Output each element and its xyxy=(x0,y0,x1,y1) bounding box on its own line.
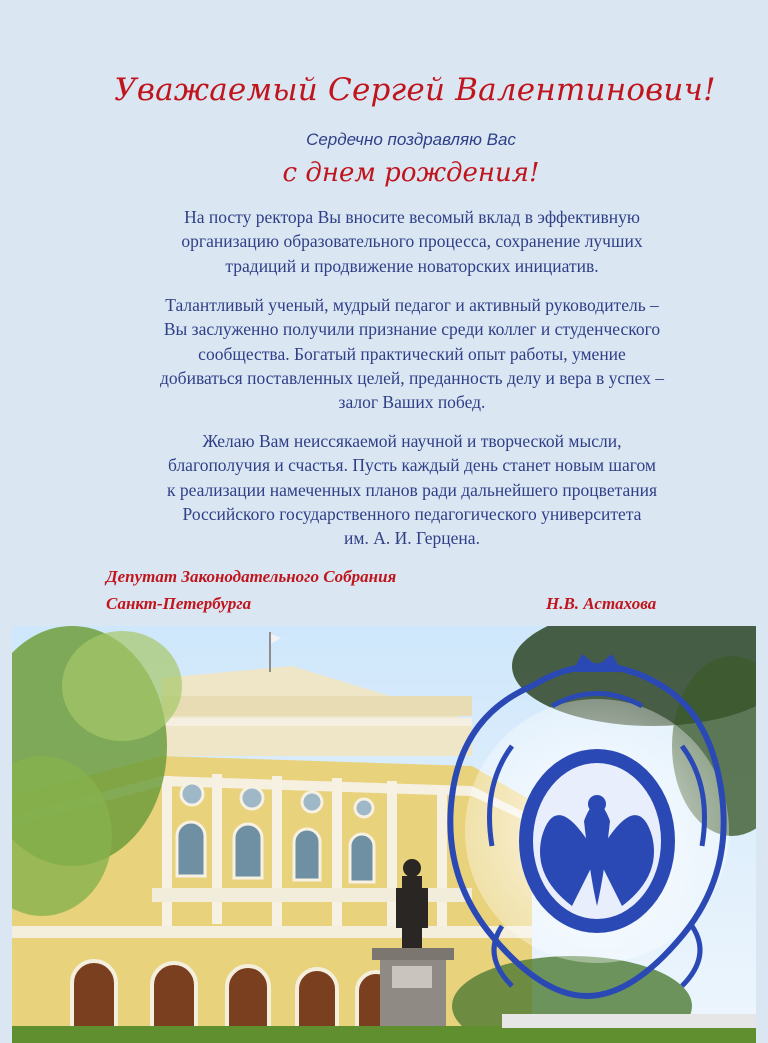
greeting-title: Уважаемый Сергей Валентинович! xyxy=(114,72,716,108)
paragraph-line: Вы заслуженно получили признание среди коллег и студенческого xyxy=(163,319,661,340)
paragraph-line: им. А. И. Герцена. xyxy=(344,528,480,549)
paragraph-line: Российского государственного педагогического университета xyxy=(182,503,642,524)
paragraph-line: к реализации намеченных планов ради дальнейшего процветания xyxy=(167,479,657,500)
paragraph-line: организацию образовательного процесса, сохранение лучших xyxy=(181,231,643,252)
paragraph-line: На посту ректора Вы вносите весомый вклад в эффективную xyxy=(184,207,640,227)
paragraph-line: добиваться поставленных целей, преданность делу и вера в успех – xyxy=(160,367,664,388)
paragraph-scientist xyxy=(100,293,724,414)
paragraph-line: Талантливый ученый, мудрый педагог и активный руководитель – xyxy=(165,295,659,315)
signature-title-line2: Санкт-Петербурга xyxy=(106,594,252,613)
paragraph-line: традиций и продвижение новаторских инициатив. xyxy=(225,255,599,276)
signature-name: Н.В. Астахова xyxy=(546,594,657,613)
congrats-line: Сердечно поздравляю Вас xyxy=(306,130,516,149)
signature-title-line1: Депутат Законодательного Собрания xyxy=(106,567,397,586)
paragraph-wishes xyxy=(100,429,724,550)
paragraph-line: сообщества. Богатый практический опыт работы, умение xyxy=(198,343,626,364)
paragraph-line: Желаю Вам неиссякаемой научной и творческой мысли, xyxy=(202,431,622,451)
paragraph-line: благополучия и счастья. Пусть каждый день станет новым шагом xyxy=(167,455,656,476)
paragraph-rector xyxy=(100,205,724,278)
university-photo xyxy=(12,626,756,1043)
birthday-line: с днем рождения! xyxy=(282,158,540,188)
paragraph-line: залог Ваших побед. xyxy=(338,392,486,413)
